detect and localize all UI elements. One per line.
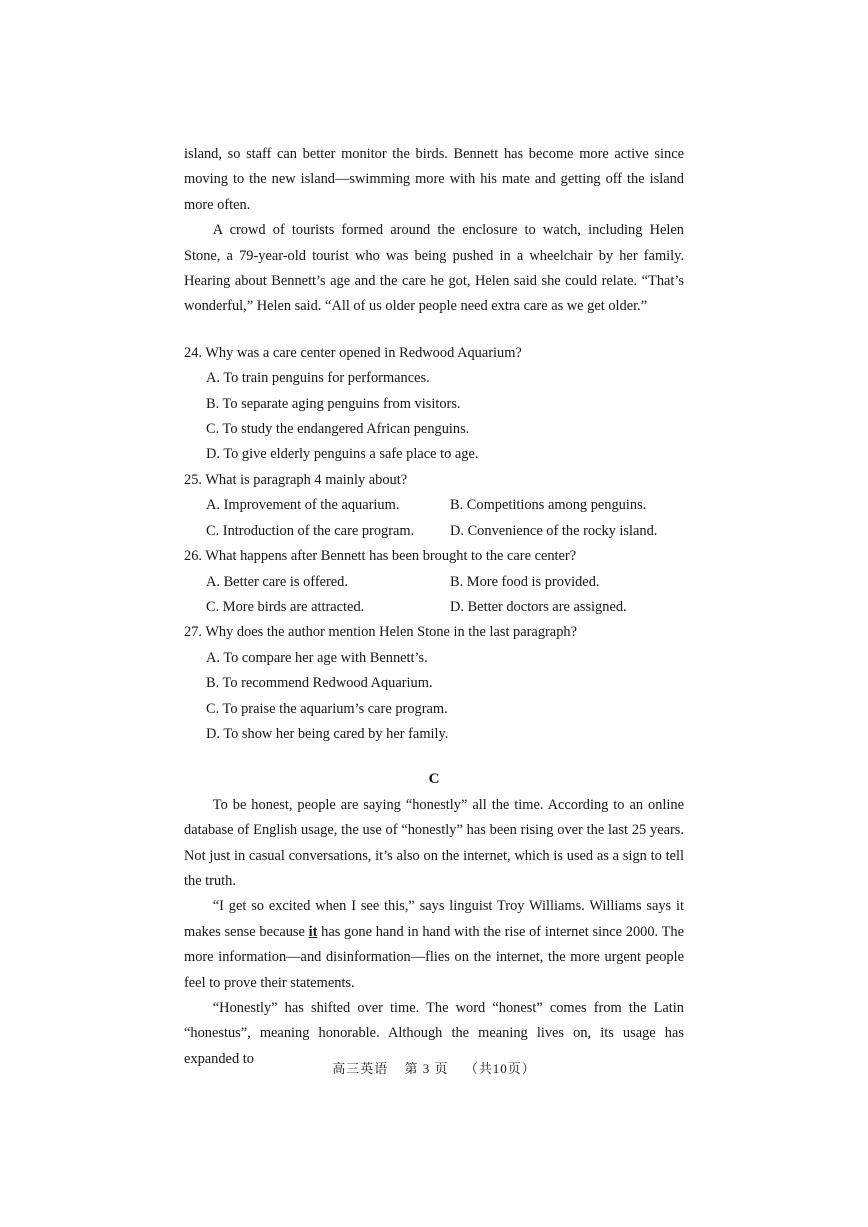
option-c: C. To study the endangered African penguins. (206, 421, 470, 438)
passage-c-paragraph-3: “Honestly” has shifted over time. The word “honest” comes from the Latin “honestus”, meaning honorable. Although the meaning lives on, its usage has expanded to (184, 1000, 684, 1067)
question-26 (184, 544, 684, 620)
section-heading-c: C (428, 771, 440, 788)
page-footer (0, 1058, 868, 1077)
option-b: B. To separate aging penguins from visitors. (206, 395, 461, 412)
option-d: D. Better doctors are assigned. (450, 598, 627, 615)
option-a: A. Improvement of the aquarium. (206, 497, 400, 514)
paragraph-text: has gone hand in hand with the rise of internet since 2000. The more information—and disinformation—flies on the internet, the more urgent people feel to prove their statements. (184, 923, 684, 991)
option-b: B. More food is provided. (450, 573, 600, 590)
option-c: C. Introduction of the care program. (206, 522, 415, 539)
paragraph-text: “I get so excited when I see this,” says linguist Troy Williams. Williams says it makes sense because (184, 898, 684, 940)
question-24 (184, 341, 684, 468)
option-b: B. Competitions among penguins. (450, 497, 647, 514)
passage-c-paragraph-1: To be honest, people are saying “honestly” all the time. According to an online database of English usage, the use of “honestly” has been rising over the last 25 years. Not just in casual conversations, it’s also on the internet, which is used as a sign to tell the truth. (184, 796, 684, 889)
option-c: C. More birds are attracted. (206, 598, 365, 615)
question-stem: 27. Why does the author mention Helen Stone in the last paragraph? (184, 624, 577, 641)
question-stem: 24. Why was a care center opened in Redwood Aquarium? (184, 344, 522, 361)
option-c: C. To praise the aquarium’s care program. (206, 700, 448, 717)
question-stem: 25. What is paragraph 4 mainly about? (184, 471, 408, 488)
passage-b-paragraph-continued: island, so staff can better monitor the birds. Bennett has become more active since moving to the new island—swimming more with his mate and getting off the island more often. (184, 146, 684, 213)
option-d: D. To give elderly penguins a safe place to age. (206, 446, 479, 463)
underlined-word: it (308, 923, 318, 940)
footer-page-number: 第 3 页 (404, 1061, 449, 1076)
option-row (184, 570, 684, 595)
option-row (184, 519, 684, 544)
option-row (184, 595, 684, 620)
page-content (184, 142, 684, 1072)
option-b: B. To recommend Redwood Aquarium. (206, 675, 433, 692)
passage-c-paragraph-2 (184, 894, 684, 996)
option-d: D. To show her being cared by her family. (206, 725, 449, 742)
spacer (184, 320, 684, 341)
option-a: A. To train penguins for performances. (206, 370, 430, 387)
option-a: A. To compare her age with Bennett’s. (206, 649, 428, 666)
question-25 (184, 468, 684, 544)
footer-subject: 高三英语 (332, 1061, 389, 1076)
question-stem: 26. What happens after Bennett has been brought to the care center? (184, 548, 577, 565)
option-a: A. Better care is offered. (206, 573, 348, 590)
option-d: D. Convenience of the rocky island. (450, 522, 658, 539)
option-row (184, 493, 684, 518)
question-27 (184, 620, 684, 747)
footer-total-pages: （共10页） (464, 1061, 536, 1076)
passage-b-last-paragraph: A crowd of tourists formed around the enclosure to watch, including Helen Stone, a 79-year-old tourist who was being pushed in a wheelchair by her family. Hearing about Bennett’s age and the care he got, Helen said she could relate. “That’s wonderful,” Helen said. “All of us older people need extra care as we get older.” (184, 222, 684, 315)
